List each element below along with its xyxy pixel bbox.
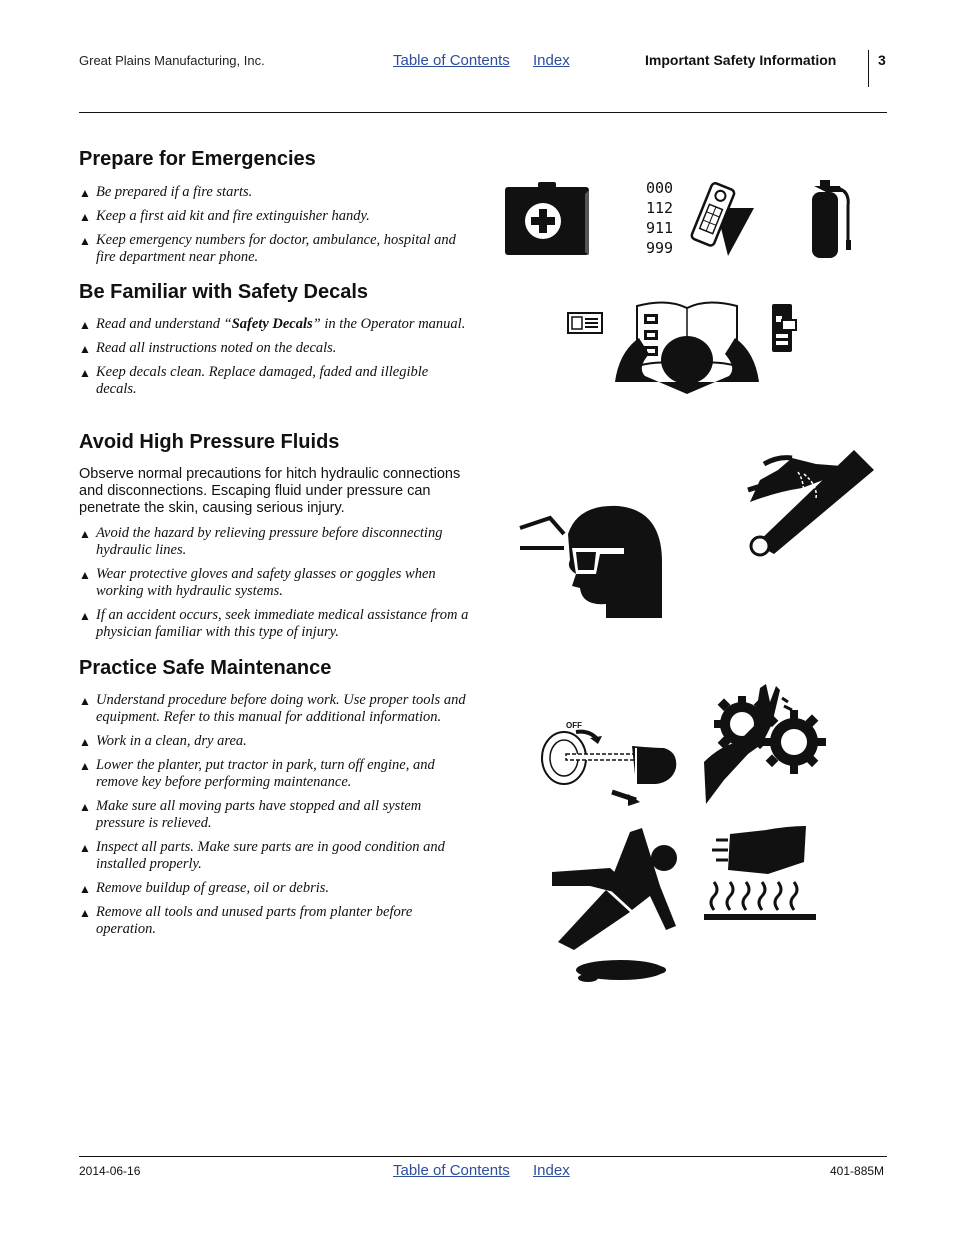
bullet-triangle-icon: ▲ <box>79 186 91 200</box>
phone-number: 999 <box>646 239 674 257</box>
telephone-icon <box>688 180 756 258</box>
header-section-title: Important Safety Information <box>645 52 837 68</box>
phone-number: 911 <box>646 219 674 237</box>
phone-number: 112 <box>646 199 674 217</box>
heading-decals: Be Familiar with Safety Decals <box>79 281 369 303</box>
read-manual-icon <box>567 296 812 396</box>
fluids-intro: Observe normal precautions for hitch hydraulic connections and disconnections. Escaping fluid under pressure can penetrate the skin, causing serious injury. <box>79 466 461 516</box>
list-item: ▲ Remove buildup of grease, oil or debris. <box>79 880 330 896</box>
list-item: ▲ Read all instructions noted on the decals. <box>79 340 337 356</box>
slip-hazard-icon <box>550 826 684 986</box>
list-item: ▲ Wear protective gloves and safety glasses or goggles when working with hydraulic systems. <box>79 566 436 599</box>
list-item: ▲ Remove all tools and unused parts from planter before operation. <box>79 904 413 937</box>
list-item: ▲ Inspect all parts. Make sure parts are in good condition and installed properly. <box>79 839 445 872</box>
bullet-triangle-icon: ▲ <box>79 234 91 248</box>
bullet-triangle-icon: ▲ <box>79 841 91 855</box>
bullet-triangle-icon: ▲ <box>79 366 91 380</box>
gear-entanglement-icon <box>704 684 828 806</box>
list-item: ▲ Understand procedure before doing work. Use proper tools and equipment. Refer to this manual for additional information. <box>79 692 466 725</box>
heading-fluids: Avoid High Pressure Fluids <box>79 431 340 453</box>
heading-maintenance: Practice Safe Maintenance <box>79 657 332 679</box>
footer-date: 2014-06-16 <box>79 1164 141 1178</box>
footer-doc-number: 401-885M <box>830 1164 885 1178</box>
face-shield-icon <box>518 504 664 620</box>
bullet-triangle-icon: ▲ <box>79 318 91 332</box>
list-item: ▲ Keep decals clean. Replace damaged, faded and illegible decals. <box>79 364 429 397</box>
list-item: ▲ Be prepared if a fire starts. <box>79 184 253 200</box>
high-pressure-fluid-icon <box>746 444 876 556</box>
bullet-triangle-icon: ▲ <box>79 759 91 773</box>
footer-rule <box>79 1156 887 1157</box>
bullet-triangle-icon: ▲ <box>79 735 91 749</box>
header-rule <box>79 112 887 113</box>
header-index-link[interactable]: Index <box>533 52 570 69</box>
bullet-triangle-icon: ▲ <box>79 342 91 356</box>
list-item: ▲ Avoid the hazard by relieving pressure before disconnecting hydraulic lines. <box>79 525 443 558</box>
list-item: ▲ Work in a clean, dry area. <box>79 733 247 749</box>
ignition-off-label: OFF <box>566 721 582 730</box>
footer-index-link[interactable]: Index <box>533 1162 570 1179</box>
emergencies-list <box>79 184 471 273</box>
decals-list <box>79 316 471 405</box>
bullet-triangle-icon: ▲ <box>79 800 91 814</box>
bullet-triangle-icon: ▲ <box>79 609 91 623</box>
list-item: ▲ Make sure all moving parts have stopped and all system pressure is relieved. <box>79 798 422 831</box>
fluids-list <box>79 525 471 648</box>
list-item: ▲ Keep a first aid kit and fire extinguisher handy. <box>79 208 370 224</box>
bullet-triangle-icon: ▲ <box>79 882 91 896</box>
bullet-triangle-icon: ▲ <box>79 906 91 920</box>
list-item: ▲ Keep emergency numbers for doctor, ambulance, hospital and fire department near phone. <box>79 232 456 265</box>
header-divider <box>868 50 869 87</box>
ignition-key-off-icon <box>540 718 684 804</box>
hot-surface-icon <box>704 826 818 922</box>
first-aid-kit-icon <box>505 182 591 257</box>
bullet-triangle-icon: ▲ <box>79 694 91 708</box>
list-item: ▲ Lower the planter, put tractor in park, turn off engine, and remove key before performing maintenance. <box>79 757 435 790</box>
list-item: ▲ Read and understand “Safety Decals” in the Operator manual. <box>79 316 466 332</box>
bullet-triangle-icon: ▲ <box>79 210 91 224</box>
footer-toc-link[interactable]: Table of Contents <box>393 1162 510 1179</box>
bullet-triangle-icon: ▲ <box>79 527 91 541</box>
emergency-numbers <box>646 178 673 258</box>
heading-emergencies: Prepare for Emergencies <box>79 148 316 170</box>
bullet-triangle-icon: ▲ <box>79 568 91 582</box>
maintenance-list <box>79 692 471 945</box>
fire-extinguisher-icon <box>806 180 854 260</box>
list-item: ▲ If an accident occurs, seek immediate medical assistance from a physician familiar with this type of injury. <box>79 607 469 640</box>
phone-number: 000 <box>646 179 674 197</box>
header-company-name: Great Plains Manufacturing, Inc. <box>79 53 265 68</box>
page-number: 3 <box>878 52 886 68</box>
header-toc-link[interactable]: Table of Contents <box>393 52 510 69</box>
